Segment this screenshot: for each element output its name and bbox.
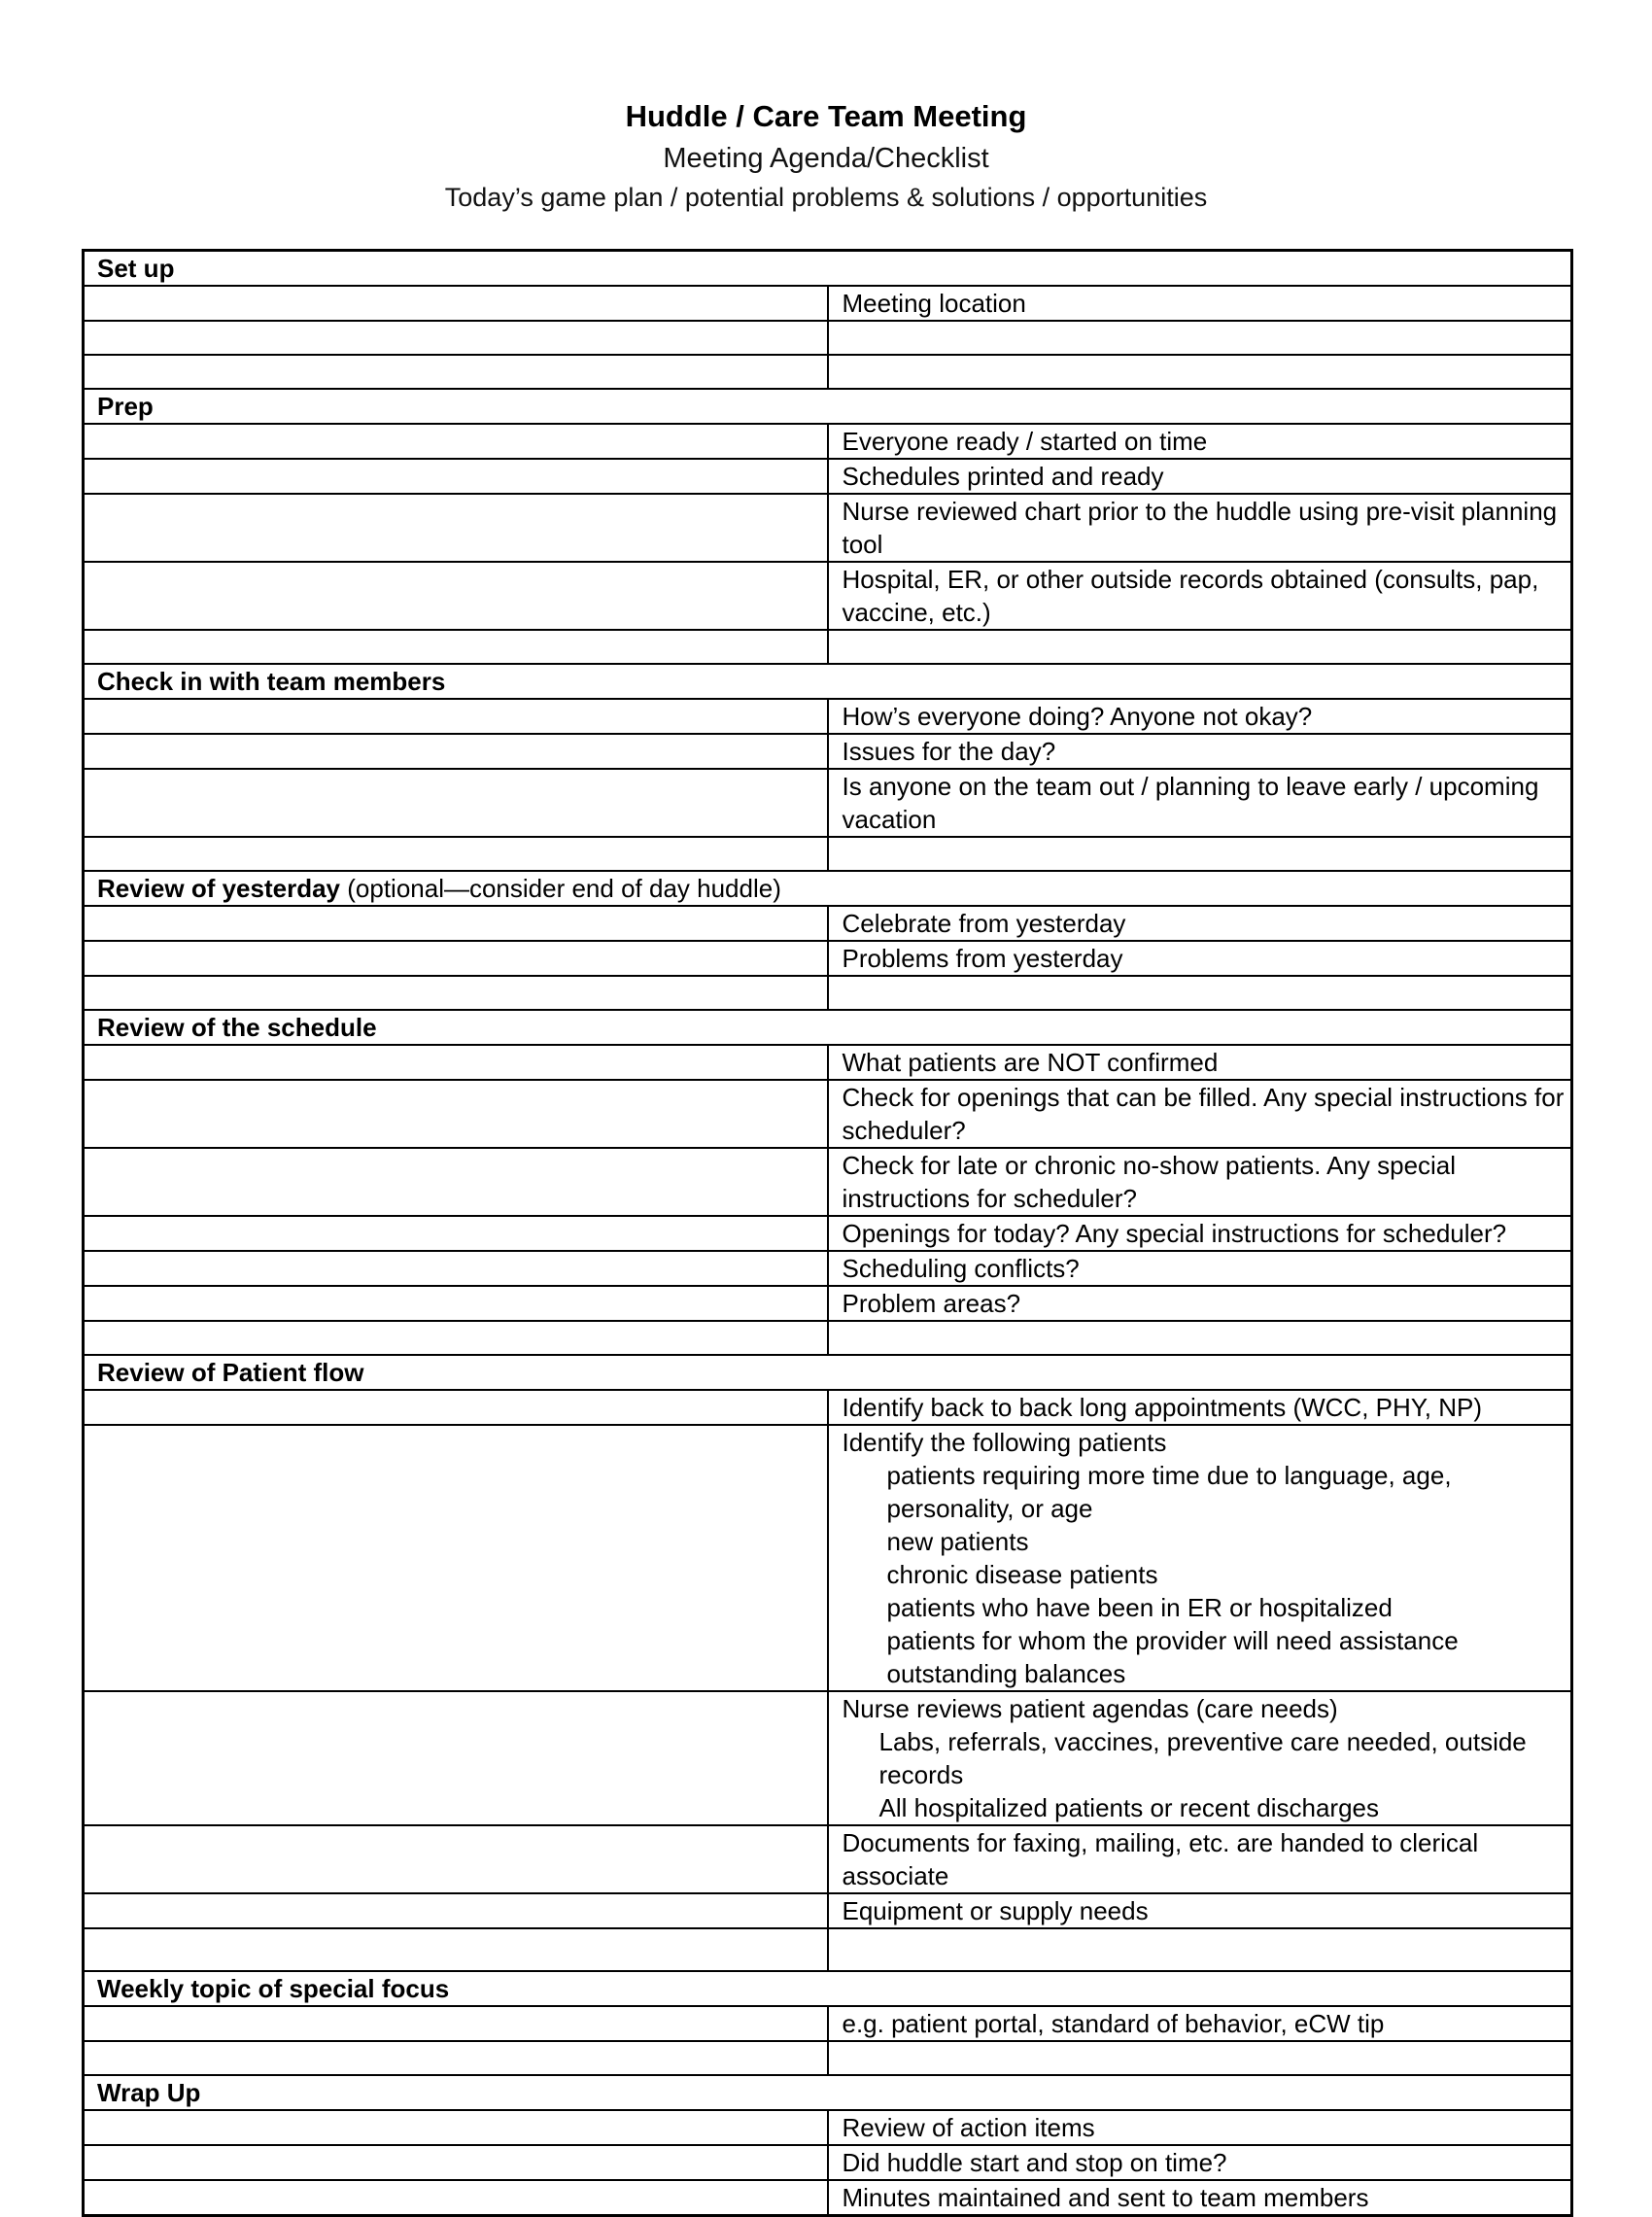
checklist-row — [84, 1045, 1572, 1080]
checkbox-cell[interactable] — [84, 1216, 828, 1251]
group-lead: Identify the following patients — [842, 1428, 1167, 1457]
checklist-item: Hospital, ER, or other outside records obtained (consults, pap, vaccine, etc.) — [828, 562, 1572, 630]
checkbox-cell[interactable] — [84, 769, 828, 837]
section-heading-weekly: Weekly topic of special focus — [84, 1971, 1572, 2006]
section-header-row — [84, 871, 1572, 906]
section-heading-text: Review of yesterday — [97, 874, 341, 903]
checklist-row — [84, 1251, 1572, 1286]
checkbox-cell[interactable] — [84, 1928, 828, 1971]
checkbox-cell[interactable] — [84, 630, 828, 664]
checklist-item: Celebrate from yesterday — [828, 906, 1572, 941]
checklist-item: Did huddle start and stop on time? — [828, 2145, 1572, 2180]
checklist-row — [84, 1080, 1572, 1148]
section-header-row — [84, 1971, 1572, 2006]
checkbox-cell[interactable] — [84, 2180, 828, 2216]
checklist-item: Problem areas? — [828, 1286, 1572, 1321]
blank-row — [84, 1321, 1572, 1355]
checkbox-cell[interactable] — [84, 1893, 828, 1928]
checklist-row — [84, 2110, 1572, 2145]
blank-row — [84, 2041, 1572, 2075]
checkbox-cell[interactable] — [84, 424, 828, 459]
checkbox-cell[interactable] — [84, 2145, 828, 2180]
section-heading-schedule: Review of the schedule — [84, 1010, 1572, 1045]
blank-item-cell[interactable] — [828, 976, 1572, 1010]
checkbox-cell[interactable] — [84, 494, 828, 562]
checklist-item: Everyone ready / started on time — [828, 424, 1572, 459]
blank-row — [84, 321, 1572, 355]
checklist-row — [84, 2145, 1572, 2180]
checklist-row — [84, 494, 1572, 562]
section-heading-flow: Review of Patient flow — [84, 1355, 1572, 1390]
blank-item-cell[interactable] — [828, 2041, 1572, 2075]
sub-item: new patients — [886, 1527, 1029, 1556]
section-header-row — [84, 664, 1572, 699]
checkbox-cell[interactable] — [84, 1390, 828, 1425]
sub-item: All hospitalized patients or recent discharges — [878, 1793, 1380, 1822]
checkbox-cell[interactable] — [84, 459, 828, 494]
page-title: Huddle / Care Team Meeting — [625, 99, 1027, 133]
group-lead: Nurse reviews patient agendas (care needs) — [842, 1694, 1338, 1723]
blank-item-cell[interactable] — [828, 1928, 1572, 1971]
checklist-item: Documents for faxing, mailing, etc. are handed to clerical associate — [828, 1825, 1572, 1893]
checklist-item: e.g. patient portal, standard of behavior, eCW tip — [828, 2006, 1572, 2041]
checklist-row — [84, 941, 1572, 976]
sub-item: chronic disease patients — [886, 1560, 1158, 1589]
page-subtitle: Meeting Agenda/Checklist — [663, 143, 989, 174]
checklist-row — [84, 1825, 1572, 1893]
blank-row — [84, 837, 1572, 871]
checkbox-cell[interactable] — [84, 976, 828, 1010]
section-heading-setup: Set up — [84, 251, 1572, 287]
checklist-row — [84, 906, 1572, 941]
checkbox-cell[interactable] — [84, 321, 828, 355]
blank-item-cell[interactable] — [828, 630, 1572, 664]
checklist-row — [84, 1148, 1572, 1216]
section-header-row — [84, 2075, 1572, 2110]
checkbox-cell[interactable] — [84, 1148, 828, 1216]
checkbox-cell[interactable] — [84, 1425, 828, 1691]
sub-item: patients for whom the provider will need assistance — [886, 1626, 1459, 1655]
checklist-row — [84, 2006, 1572, 2041]
checklist-item: Minutes maintained and sent to team members — [828, 2180, 1572, 2216]
checklist-item: Check for openings that can be filled. Any special instructions for scheduler? — [828, 1080, 1572, 1148]
checkbox-cell[interactable] — [84, 1825, 828, 1893]
checklist-item: Problems from yesterday — [828, 941, 1572, 976]
checklist-item: Openings for today? Any special instructions for scheduler? — [828, 1216, 1572, 1251]
section-heading-wrapup: Wrap Up — [84, 2075, 1572, 2110]
checkbox-cell[interactable] — [84, 906, 828, 941]
checkbox-cell[interactable] — [84, 1321, 828, 1355]
section-header-row — [84, 251, 1572, 287]
blank-row — [84, 976, 1572, 1010]
checklist-row-multiline — [84, 1691, 1572, 1825]
checklist-item: Identify back to back long appointments (WCC, PHY, NP) — [828, 1390, 1572, 1425]
checkbox-cell[interactable] — [84, 2041, 828, 2075]
blank-item-cell[interactable] — [828, 1321, 1572, 1355]
checkbox-cell[interactable] — [84, 355, 828, 389]
checklist-item-group — [828, 1425, 1572, 1691]
checkbox-cell[interactable] — [84, 562, 828, 630]
checklist-item: Issues for the day? — [828, 734, 1572, 769]
checklist-item: Is anyone on the team out / planning to leave early / upcoming vacation — [828, 769, 1572, 837]
checklist-row — [84, 424, 1572, 459]
checkbox-cell[interactable] — [84, 1080, 828, 1148]
section-heading-note: (optional—consider end of day huddle) — [340, 874, 781, 903]
blank-item-cell[interactable] — [828, 321, 1572, 355]
agenda-checklist-table — [82, 249, 1573, 2217]
checkbox-cell[interactable] — [84, 734, 828, 769]
checklist-row — [84, 1216, 1572, 1251]
section-heading-checkin: Check in with team members — [84, 664, 1572, 699]
blank-item-cell[interactable] — [828, 355, 1572, 389]
sub-item: outstanding balances — [886, 1659, 1126, 1688]
checkbox-cell[interactable] — [84, 941, 828, 976]
checklist-item: What patients are NOT confirmed — [828, 1045, 1572, 1080]
checklist-row — [84, 1390, 1572, 1425]
checklist-item: Scheduling conflicts? — [828, 1251, 1572, 1286]
checklist-item: Schedules printed and ready — [828, 459, 1572, 494]
checklist-row — [84, 1893, 1572, 1928]
page-tagline: Today’s game plan / potential problems & solutions / opportunities — [444, 183, 1208, 212]
section-header-row — [84, 1010, 1572, 1045]
checkbox-cell[interactable] — [84, 837, 828, 871]
checklist-item-group — [828, 1691, 1572, 1825]
checklist-row — [84, 699, 1572, 734]
section-header-row — [84, 1355, 1572, 1390]
checkbox-cell[interactable] — [84, 2006, 828, 2041]
section-header-row — [84, 389, 1572, 424]
checklist-item: How’s everyone doing? Anyone not okay? — [828, 699, 1572, 734]
sub-item: Labs, referrals, vaccines, preventive care needed, outside records — [878, 1727, 1527, 1789]
sub-item: patients requiring more time due to language, age, personality, or age — [886, 1461, 1452, 1523]
checklist-item: Nurse reviewed chart prior to the huddle using pre-visit planning tool — [828, 494, 1572, 562]
blank-item-cell[interactable] — [828, 837, 1572, 871]
blank-row — [84, 355, 1572, 389]
document-header — [0, 95, 1652, 216]
checkbox-cell[interactable] — [84, 699, 828, 734]
checklist-row — [84, 459, 1572, 494]
section-heading-prep: Prep — [84, 389, 1572, 424]
checkbox-cell[interactable] — [84, 286, 828, 321]
checklist-row — [84, 286, 1572, 321]
blank-row — [84, 630, 1572, 664]
checklist-item: Review of action items — [828, 2110, 1572, 2145]
checkbox-cell[interactable] — [84, 1691, 828, 1825]
checkbox-cell[interactable] — [84, 1251, 828, 1286]
checkbox-cell[interactable] — [84, 1286, 828, 1321]
checkbox-cell[interactable] — [84, 1045, 828, 1080]
checklist-row-multiline — [84, 1425, 1572, 1691]
section-heading-yesterday — [84, 871, 1572, 906]
checklist-row — [84, 769, 1572, 837]
checkbox-cell[interactable] — [84, 2110, 828, 2145]
checklist-item: Check for late or chronic no-show patients. Any special instructions for scheduler? — [828, 1148, 1572, 1216]
checklist-row — [84, 2180, 1572, 2216]
sub-item: patients who have been in ER or hospitalized — [886, 1593, 1393, 1622]
checklist-row — [84, 734, 1572, 769]
checklist-row — [84, 1286, 1572, 1321]
blank-row — [84, 1928, 1572, 1971]
checklist-item: Equipment or supply needs — [828, 1893, 1572, 1928]
checklist-item: Meeting location — [828, 286, 1572, 321]
checklist-row — [84, 562, 1572, 630]
